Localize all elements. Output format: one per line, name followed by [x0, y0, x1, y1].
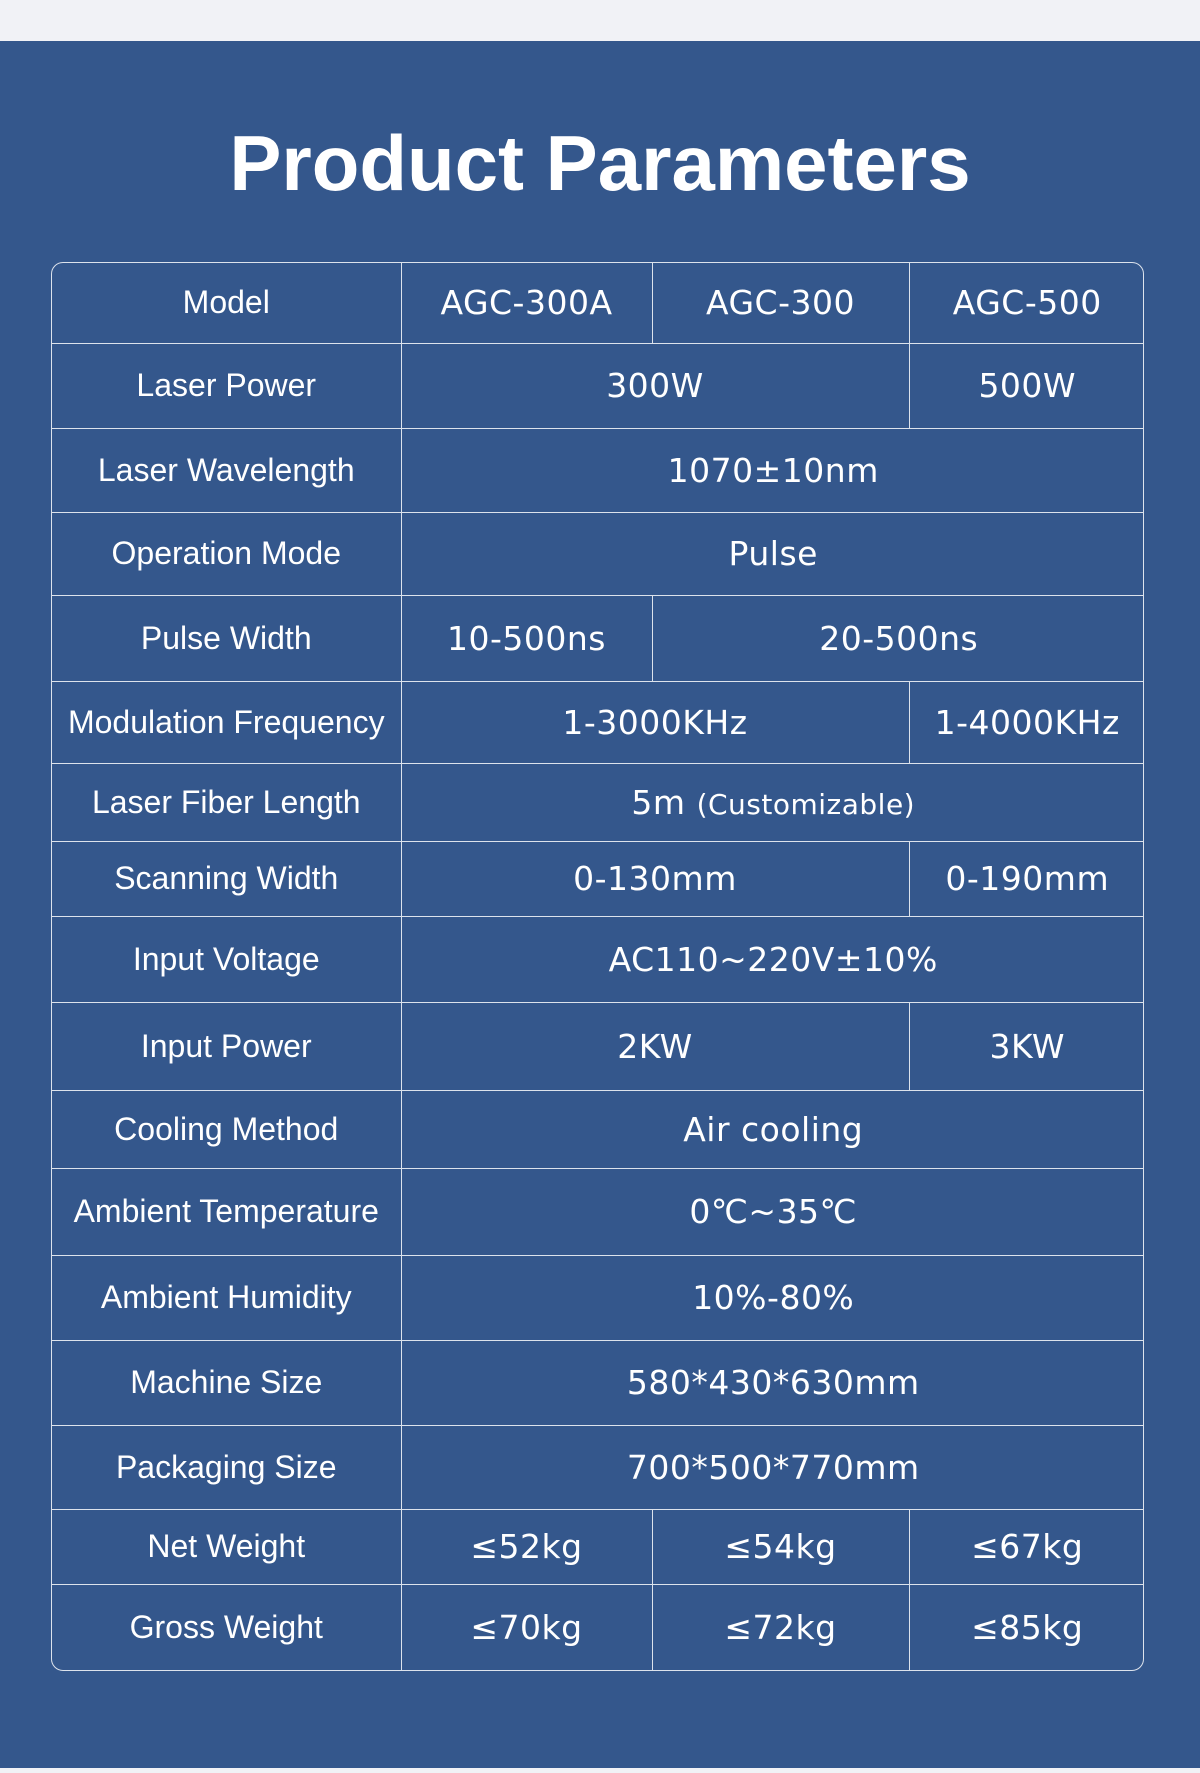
cell-value: Air cooling: [401, 1090, 1144, 1168]
cell-value: AGC-300: [652, 263, 909, 343]
table-row-laser-wavelength: [52, 428, 1144, 512]
row-label: Modulation Frequency: [52, 681, 401, 763]
cell-value: ≤72kg: [652, 1584, 909, 1671]
row-label: Pulse Width: [52, 595, 401, 681]
cell-value: 10%-80%: [401, 1255, 1144, 1340]
cell-value: 700*500*770mm: [401, 1425, 1144, 1509]
cell-value: 0℃~35℃: [401, 1168, 1144, 1255]
row-label: Laser Power: [52, 343, 401, 428]
row-label: Input Voltage: [52, 916, 401, 1002]
table-row-machine-size: [52, 1340, 1144, 1425]
row-label: Machine Size: [52, 1340, 401, 1425]
table-row-packaging-size: [52, 1425, 1144, 1509]
table-row-model: [52, 263, 1144, 343]
cell-value: 1-3000KHz: [401, 681, 909, 763]
cell-value: ≤85kg: [909, 1584, 1144, 1671]
table-row-ambient-humidity: [52, 1255, 1144, 1340]
table-row-net-weight: [52, 1509, 1144, 1584]
row-label: Operation Mode: [52, 512, 401, 595]
cell-value: 300W: [401, 343, 909, 428]
table-row-ambient-temperature: [52, 1168, 1144, 1255]
row-label: Ambient Temperature: [52, 1168, 401, 1255]
cell-value: 10-500ns: [401, 595, 652, 681]
cell-value: 1070±10nm: [401, 428, 1144, 512]
table-row-input-voltage: [52, 916, 1144, 1002]
table-row-input-power: [52, 1002, 1144, 1090]
row-label: Ambient Humidity: [52, 1255, 401, 1340]
cell-value: AGC-300A: [401, 263, 652, 343]
row-label: Laser Wavelength: [52, 428, 401, 512]
cell-value: Pulse: [401, 512, 1144, 595]
parameters-table-wrap: [51, 262, 1144, 1671]
fiber-length-note: (Customizable): [696, 787, 916, 821]
row-label: Model: [52, 263, 401, 343]
cell-value: AC110~220V±10%: [401, 916, 1144, 1002]
cell-value: 580*430*630mm: [401, 1340, 1144, 1425]
cell-value: 500W: [909, 343, 1144, 428]
table-row-operation-mode: [52, 512, 1144, 595]
parameters-table: [52, 263, 1144, 1671]
cell-value: 3KW: [909, 1002, 1144, 1090]
cell-value: ≤52kg: [401, 1509, 652, 1584]
row-label: Cooling Method: [52, 1090, 401, 1168]
cell-value: ≤67kg: [909, 1509, 1144, 1584]
cell-value: ≤54kg: [652, 1509, 909, 1584]
cell-value: 0-130mm: [401, 841, 909, 916]
table-row-scanning-width: [52, 841, 1144, 916]
page-title: Product Parameters: [229, 119, 971, 207]
cell-value: 1-4000KHz: [909, 681, 1144, 763]
row-label: Gross Weight: [52, 1584, 401, 1671]
table-row-laser-fiber-length: [52, 763, 1144, 841]
table-row-modulation-frequency: [52, 681, 1144, 763]
cell-value: AGC-500: [909, 263, 1144, 343]
cell-value: 0-190mm: [909, 841, 1144, 916]
table-row-gross-weight: [52, 1584, 1144, 1671]
cell-value: 2KW: [401, 1002, 909, 1090]
table-row-cooling-method: [52, 1090, 1144, 1168]
row-label: Packaging Size: [52, 1425, 401, 1509]
cell-value: ≤70kg: [401, 1584, 652, 1671]
row-label: Scanning Width: [52, 841, 401, 916]
fiber-length-value: 5m: [631, 782, 686, 822]
table-row-pulse-width: [52, 595, 1144, 681]
row-label: Net Weight: [52, 1509, 401, 1584]
row-label: Laser Fiber Length: [52, 763, 401, 841]
row-label: Input Power: [52, 1002, 401, 1090]
cell-value: 20-500ns: [652, 595, 1144, 681]
table-row-laser-power: [52, 343, 1144, 428]
cell-value: [401, 763, 1144, 841]
